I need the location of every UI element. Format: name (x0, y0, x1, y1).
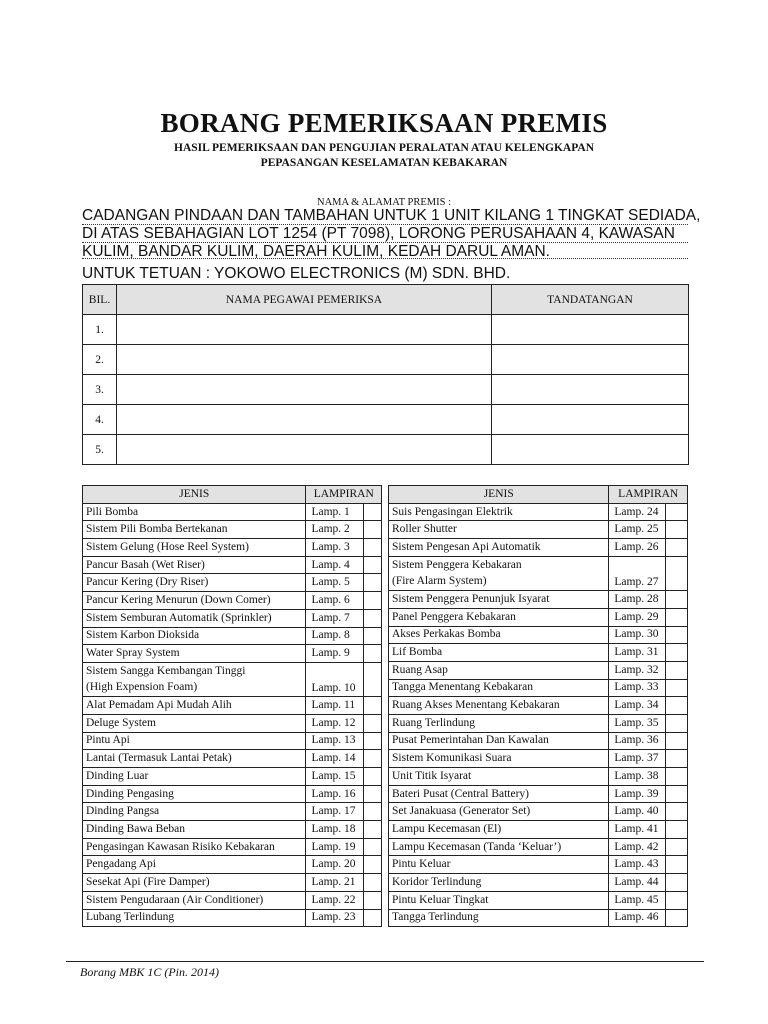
item-checkbox[interactable] (363, 803, 381, 821)
item-checkbox[interactable] (363, 838, 381, 856)
table-row (389, 521, 688, 539)
item-lampiran: Lamp. 40 (609, 803, 666, 821)
table-row (83, 556, 382, 574)
address-line-2: DI ATAS SEBAHAGIAN LOT 1254 (PT 7098), LORONG PERUSAHAAN 4, KAWASAN (82, 225, 675, 242)
item-lampiran: Lamp. 27 (609, 556, 666, 590)
header-bil: BIL. (83, 285, 117, 315)
item-checkbox[interactable] (666, 803, 688, 821)
item-jenis: Panel Penggera Kebakaran (389, 608, 609, 626)
item-lampiran: Lamp. 39 (609, 785, 666, 803)
table-row (83, 785, 382, 803)
table-row (83, 503, 382, 521)
form-subtitle-line1: HASIL PEMERIKSAAN DAN PENGUJIAN PERALATAN ATAU KELENGKAPAN (174, 142, 594, 154)
item-lampiran: Lamp. 17 (306, 803, 363, 821)
item-lampiran: Lamp. 32 (609, 661, 666, 679)
officer-name-field[interactable] (117, 405, 492, 435)
signature-field[interactable] (492, 435, 689, 465)
item-lampiran: Lamp. 20 (306, 856, 363, 874)
item-lampiran: Lamp. 12 (306, 714, 363, 732)
table-row (389, 644, 688, 662)
item-checkbox[interactable] (666, 697, 688, 715)
item-jenis: Suis Pengasingan Elektrik (389, 503, 609, 521)
signature-field[interactable] (492, 405, 689, 435)
item-checkbox[interactable] (666, 891, 688, 909)
item-jenis-cont: (Fire Alarm System) (389, 573, 609, 590)
signature-field[interactable] (492, 375, 689, 405)
item-checkbox[interactable] (363, 503, 381, 521)
premis-label: NAMA & ALAMAT PREMIS : (317, 197, 451, 208)
item-jenis: Koridor Terlindung (389, 874, 609, 892)
form-title: BORANG PEMERIKSAAN PREMIS (160, 108, 608, 138)
dotted-line (82, 258, 688, 259)
item-lampiran: Lamp. 19 (306, 838, 363, 856)
item-jenis: Pancur Kering Menurun (Down Comer) (83, 592, 306, 610)
table-row (389, 626, 688, 644)
item-lampiran: Lamp. 30 (609, 626, 666, 644)
dotted-line (82, 242, 688, 243)
table-row (83, 574, 382, 592)
item-lampiran: Lamp. 9 (306, 645, 363, 663)
item-lampiran: Lamp. 5 (306, 574, 363, 592)
item-jenis: Sistem Penggera Kebakaran (389, 556, 609, 573)
item-checkbox[interactable] (666, 856, 688, 874)
item-lampiran: Lamp. 10 (306, 662, 363, 696)
table-row (389, 539, 688, 557)
table-row (389, 874, 688, 892)
item-jenis: Pengadang Api (83, 856, 306, 874)
item-lampiran: Lamp. 26 (609, 539, 666, 557)
item-checkbox[interactable] (363, 750, 381, 768)
item-jenis: Dinding Luar (83, 768, 306, 786)
table-row (389, 679, 688, 697)
item-jenis: Lubang Terlindung (83, 909, 306, 927)
table-row (389, 768, 688, 786)
item-lampiran: Lamp. 25 (609, 521, 666, 539)
officers-table (82, 284, 689, 465)
item-lampiran: Lamp. 4 (306, 556, 363, 574)
item-jenis: Alat Pemadam Api Mudah Alih (83, 697, 306, 715)
row-number: 1. (83, 315, 117, 345)
table-row (83, 891, 382, 909)
premis-address (82, 207, 722, 261)
table-row (389, 821, 688, 839)
item-checkbox[interactable] (363, 609, 381, 627)
item-checkbox[interactable] (363, 785, 381, 803)
item-jenis: Ruang Asap (389, 661, 609, 679)
items-table-right (388, 485, 688, 927)
table-row (83, 838, 382, 856)
item-checkbox[interactable] (666, 503, 688, 521)
item-jenis: Pancur Basah (Wet Riser) (83, 556, 306, 574)
item-jenis: Sistem Sangga Kembangan Tinggi (83, 662, 306, 679)
table-row (389, 591, 688, 609)
table-row (389, 503, 688, 521)
dotted-line (82, 224, 688, 225)
item-checkbox[interactable] (363, 714, 381, 732)
row-number: 3. (83, 375, 117, 405)
item-jenis: Pintu Keluar (389, 856, 609, 874)
item-checkbox[interactable] (363, 521, 381, 539)
item-checkbox[interactable] (363, 874, 381, 892)
row-number: 2. (83, 345, 117, 375)
item-jenis: Sistem Komunikasi Suara (389, 750, 609, 768)
table-row (83, 521, 382, 539)
item-checkbox[interactable] (363, 539, 381, 557)
item-jenis: Lif Bomba (389, 644, 609, 662)
item-checkbox[interactable] (363, 574, 381, 592)
table-row (83, 874, 382, 892)
row-number: 4. (83, 405, 117, 435)
item-lampiran: Lamp. 46 (609, 909, 666, 927)
item-checkbox[interactable] (666, 714, 688, 732)
table-row (83, 375, 689, 405)
table-row (83, 714, 382, 732)
item-checkbox[interactable] (363, 909, 381, 927)
table-row (83, 768, 382, 786)
item-lampiran: Lamp. 18 (306, 821, 363, 839)
header-jenis: JENIS (83, 486, 306, 504)
item-jenis: Lampu Kecemasan (Tanda ‘Keluar’) (389, 838, 609, 856)
item-lampiran: Lamp. 1 (306, 503, 363, 521)
item-jenis: Ruang Terlindung (389, 714, 609, 732)
item-checkbox[interactable] (363, 856, 381, 874)
item-jenis: Dinding Pengasing (83, 785, 306, 803)
table-row (389, 856, 688, 874)
item-lampiran: Lamp. 16 (306, 785, 363, 803)
table-row (83, 750, 382, 768)
item-lampiran: Lamp. 6 (306, 592, 363, 610)
table-row (83, 697, 382, 715)
item-lampiran: Lamp. 21 (306, 874, 363, 892)
table-row (389, 661, 688, 679)
table-row (83, 592, 382, 610)
item-checkbox[interactable] (666, 874, 688, 892)
signature-field[interactable] (492, 345, 689, 375)
item-checkbox[interactable] (666, 626, 688, 644)
officer-name-field[interactable] (117, 435, 492, 465)
table-row (83, 821, 382, 839)
address-line-3: KULIM, BANDAR KULIM, DAERAH KULIM, KEDAH DARUL AMAN. (82, 243, 550, 260)
item-checkbox[interactable] (363, 821, 381, 839)
table-row (83, 627, 382, 645)
item-lampiran: Lamp. 11 (306, 697, 363, 715)
item-checkbox[interactable] (666, 539, 688, 557)
item-checkbox[interactable] (363, 627, 381, 645)
item-jenis: Pengasingan Kawasan Risiko Kebakaran (83, 838, 306, 856)
table-row (83, 662, 382, 679)
item-jenis: Sistem Pili Bomba Bertekanan (83, 521, 306, 539)
item-checkbox[interactable] (666, 821, 688, 839)
item-lampiran: Lamp. 44 (609, 874, 666, 892)
item-jenis: Pintu Api (83, 732, 306, 750)
item-lampiran: Lamp. 28 (609, 591, 666, 609)
item-jenis: Sistem Pengesan Api Automatik (389, 539, 609, 557)
item-jenis: Sistem Semburan Automatik (Sprinkler) (83, 609, 306, 627)
item-lampiran: Lamp. 14 (306, 750, 363, 768)
item-lampiran: Lamp. 7 (306, 609, 363, 627)
item-lampiran: Lamp. 15 (306, 768, 363, 786)
item-checkbox[interactable] (666, 591, 688, 609)
item-jenis: Tangga Menentang Kebakaran (389, 679, 609, 697)
item-checkbox[interactable] (666, 785, 688, 803)
item-jenis: Roller Shutter (389, 521, 609, 539)
table-row (389, 556, 688, 573)
item-jenis: Sistem Karbon Dioksida (83, 627, 306, 645)
table-row (83, 803, 382, 821)
item-lampiran: Lamp. 35 (609, 714, 666, 732)
item-jenis: Lantai (Termasuk Lantai Petak) (83, 750, 306, 768)
item-checkbox[interactable] (666, 909, 688, 927)
item-jenis: Dinding Bawa Beban (83, 821, 306, 839)
table-row (83, 315, 689, 345)
form-code: Borang MBK 1C (Pin. 2014) (80, 965, 219, 979)
table-row (83, 435, 689, 465)
item-lampiran: Lamp. 34 (609, 697, 666, 715)
officer-name-field[interactable] (117, 315, 492, 345)
table-row (83, 732, 382, 750)
item-jenis: Dinding Pangsa (83, 803, 306, 821)
item-lampiran: Lamp. 24 (609, 503, 666, 521)
item-lampiran: Lamp. 41 (609, 821, 666, 839)
row-number: 5. (83, 435, 117, 465)
item-lampiran: Lamp. 38 (609, 768, 666, 786)
item-jenis: Tangga Terlindung (389, 909, 609, 927)
header-jenis: JENIS (389, 486, 609, 504)
item-lampiran: Lamp. 23 (306, 909, 363, 927)
item-lampiran: Lamp. 31 (609, 644, 666, 662)
item-jenis: Ruang Akses Menentang Kebakaran (389, 697, 609, 715)
item-jenis: Pusat Pemerintahan Dan Kawalan (389, 732, 609, 750)
table-row (389, 714, 688, 732)
table-row (83, 609, 382, 627)
item-checkbox[interactable] (363, 697, 381, 715)
table-row (389, 838, 688, 856)
item-jenis: Sistem Pengudaraan (Air Conditioner) (83, 891, 306, 909)
table-row (83, 539, 382, 557)
item-checkbox[interactable] (666, 838, 688, 856)
item-checkbox[interactable] (363, 556, 381, 574)
table-row (389, 803, 688, 821)
item-jenis: Pancur Kering (Dry Riser) (83, 574, 306, 592)
tetuan-line: UNTUK TETUAN : YOKOWO ELECTRONICS (M) SDN. BHD. (82, 265, 511, 282)
header-nama-pegawai: NAMA PEGAWAI PEMERIKSA (117, 285, 492, 315)
officer-name-field[interactable] (117, 375, 492, 405)
footer-rule (66, 961, 704, 962)
item-jenis: Sistem Penggera Penunjuk Isyarat (389, 591, 609, 609)
table-row (389, 697, 688, 715)
item-lampiran: Lamp. 33 (609, 679, 666, 697)
signature-field[interactable] (492, 315, 689, 345)
table-row (389, 750, 688, 768)
table-row (389, 909, 688, 927)
items-table-left (82, 485, 382, 927)
header-lampiran: LAMPIRAN (306, 486, 382, 504)
item-jenis: Akses Perkakas Bomba (389, 626, 609, 644)
item-checkbox[interactable] (666, 732, 688, 750)
item-jenis: Pintu Keluar Tingkat (389, 891, 609, 909)
table-row (83, 645, 382, 663)
table-row (83, 856, 382, 874)
item-checkbox[interactable] (666, 556, 688, 590)
item-lampiran: Lamp. 22 (306, 891, 363, 909)
item-checkbox[interactable] (363, 891, 381, 909)
item-jenis: Pili Bomba (83, 503, 306, 521)
item-checkbox[interactable] (666, 661, 688, 679)
item-jenis: Water Spray System (83, 645, 306, 663)
item-lampiran: Lamp. 8 (306, 627, 363, 645)
item-checkbox[interactable] (363, 732, 381, 750)
table-row (389, 732, 688, 750)
item-lampiran: Lamp. 37 (609, 750, 666, 768)
item-checkbox[interactable] (666, 750, 688, 768)
table-row (389, 608, 688, 626)
table-row (389, 891, 688, 909)
item-jenis: Bateri Pusat (Central Battery) (389, 785, 609, 803)
form-subtitle-line2: PEPASANGAN KESELAMATAN KEBAKARAN (260, 157, 508, 169)
item-checkbox[interactable] (666, 768, 688, 786)
item-lampiran: Lamp. 43 (609, 856, 666, 874)
officer-name-field[interactable] (117, 345, 492, 375)
item-checkbox[interactable] (363, 645, 381, 663)
address-line-1: CADANGAN PINDAAN DAN TAMBAHAN UNTUK 1 UNIT KILANG 1 TINGKAT SEDIADA, (82, 207, 701, 224)
item-lampiran: Lamp. 3 (306, 539, 363, 557)
item-checkbox[interactable] (666, 608, 688, 626)
item-jenis: Deluge System (83, 714, 306, 732)
item-lampiran: Lamp. 13 (306, 732, 363, 750)
item-jenis: Unit Titik Isyarat (389, 768, 609, 786)
item-jenis: Sistem Gelung (Hose Reel System) (83, 539, 306, 557)
table-row (389, 785, 688, 803)
table-row (83, 405, 689, 435)
item-checkbox[interactable] (363, 592, 381, 610)
item-jenis: Lampu Kecemasan (El) (389, 821, 609, 839)
item-jenis-cont: (High Expension Foam) (83, 680, 306, 697)
item-lampiran: Lamp. 2 (306, 521, 363, 539)
item-checkbox[interactable] (666, 644, 688, 662)
item-checkbox[interactable] (666, 679, 688, 697)
table-row (83, 909, 382, 927)
item-jenis: Sesekat Api (Fire Damper) (83, 874, 306, 892)
item-jenis: Set Janakuasa (Generator Set) (389, 803, 609, 821)
item-lampiran: Lamp. 42 (609, 838, 666, 856)
item-lampiran: Lamp. 45 (609, 891, 666, 909)
item-checkbox[interactable] (363, 768, 381, 786)
table-row (83, 345, 689, 375)
header-lampiran: LAMPIRAN (609, 486, 688, 504)
item-checkbox[interactable] (363, 662, 381, 696)
item-lampiran: Lamp. 29 (609, 608, 666, 626)
header-tandatangan: TANDATANGAN (492, 285, 689, 315)
item-lampiran: Lamp. 36 (609, 732, 666, 750)
item-checkbox[interactable] (666, 521, 688, 539)
